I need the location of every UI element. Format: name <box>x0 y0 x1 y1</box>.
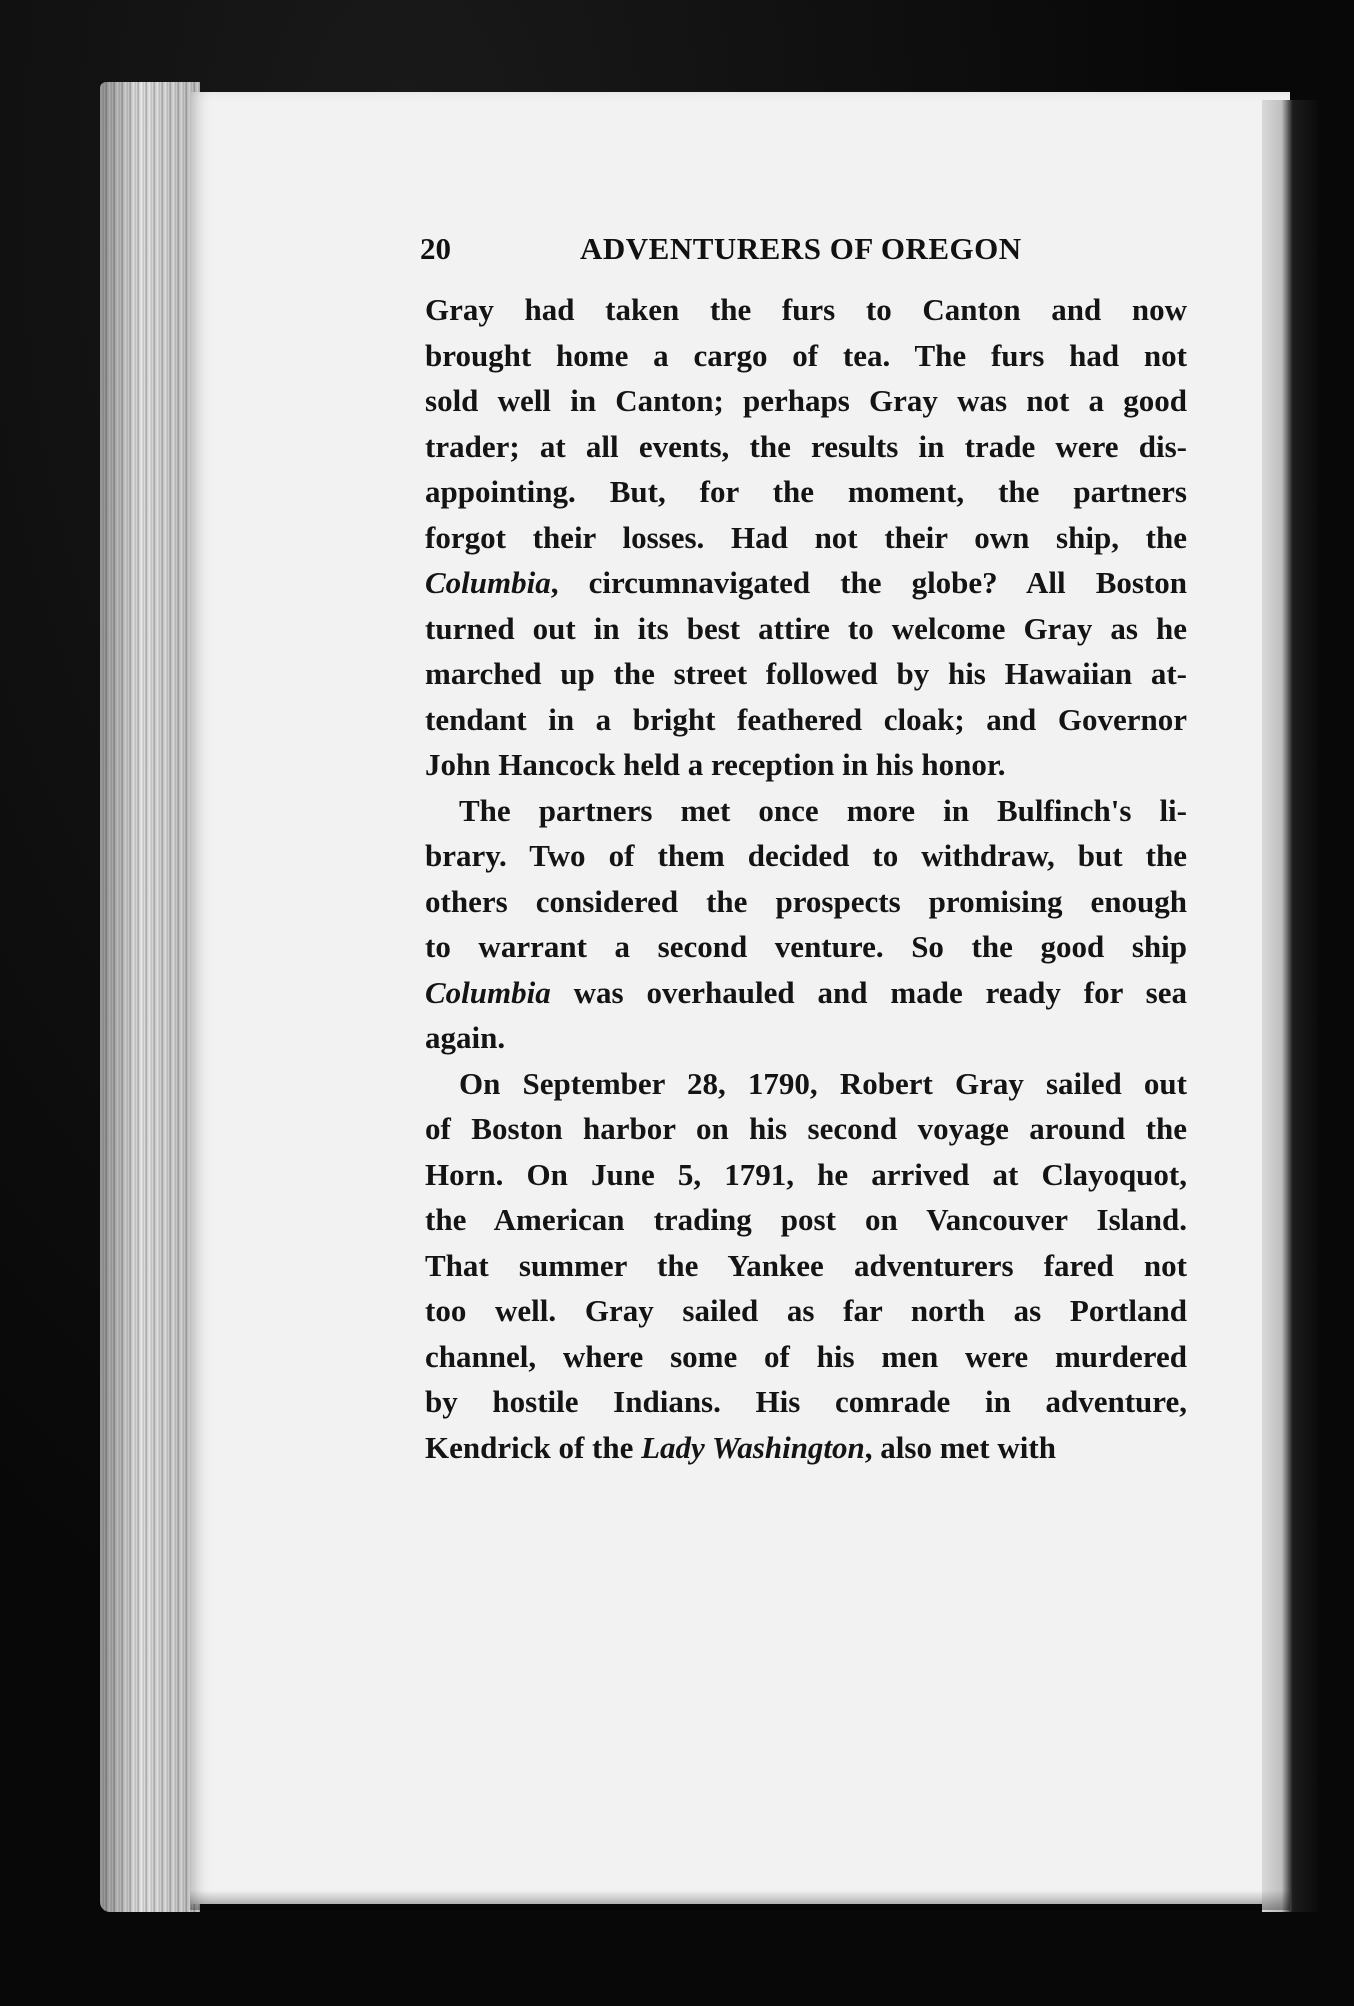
text-line: John Hancock held a reception in his honor. <box>425 747 1006 782</box>
text-line: others considered the prospects promising enough <box>425 883 1187 919</box>
text-line: the American trading post on Vancouver Island. <box>425 1202 1187 1237</box>
text-line: That summer the Yankee adventurers fared not <box>425 1247 1187 1283</box>
italic-title: Columbia <box>425 565 551 600</box>
body-text <box>425 287 1187 1470</box>
text-line: The partners met once more in Bulfinch's li- <box>459 792 1187 828</box>
text-line: Columbia, circumnavigated the globe? All Boston <box>425 565 1187 600</box>
page-edges-shadow <box>100 82 200 1912</box>
text-line: channel, where some of his men were murdered <box>425 1338 1187 1374</box>
text-line: again. <box>425 1020 506 1055</box>
paragraph <box>425 287 1187 788</box>
text-line: of Boston harbor on his second voyage around the <box>425 1111 1187 1146</box>
text-line: by hostile Indians. His comrade in adventure, <box>425 1384 1187 1419</box>
page-number: 20 <box>420 231 451 266</box>
text-line: brought home a cargo of tea. The furs had not <box>425 337 1187 373</box>
text-line: to warrant a second venture. So the good ship <box>425 929 1187 964</box>
book-binding-edge <box>1262 100 1318 1912</box>
text-line: trader; at all events, the results in trade were dis- <box>425 428 1187 464</box>
text-line: too well. Gray sailed as far north as Portland <box>425 1293 1187 1328</box>
text-line: tendant in a bright feathered cloak; and Governor <box>425 701 1187 737</box>
paragraph <box>425 1061 1187 1471</box>
italic-title: Lady Washington <box>641 1429 865 1465</box>
italic-title: Columbia <box>425 974 551 1010</box>
text-line: Kendrick of the Lady Washington, also met with <box>425 1429 1056 1465</box>
text-line: Columbia was overhauled and made ready for sea <box>425 974 1187 1010</box>
running-head: ADVENTURERS OF OREGON <box>580 231 1022 266</box>
text-line: turned out in its best attire to welcome Gray as he <box>425 610 1187 646</box>
text-line: marched up the street followed by his Hawaiian at- <box>425 656 1187 691</box>
text-line: Horn. On June 5, 1791, he arrived at Clayoquot, <box>425 1156 1187 1192</box>
text-line: brary. Two of them decided to withdraw, but the <box>425 838 1187 873</box>
text-line: On September 28, 1790, Robert Gray sailed out <box>459 1065 1187 1101</box>
paragraph <box>425 788 1187 1061</box>
page-bottom-shadow <box>190 1890 1290 1910</box>
text-line: Gray had taken the furs to Canton and now <box>425 292 1187 327</box>
text-line: forgot their losses. Had not their own ship, the <box>425 519 1187 555</box>
text-line: appointing. But, for the moment, the partners <box>425 474 1187 509</box>
text-line: sold well in Canton; perhaps Gray was not a good <box>425 383 1187 418</box>
page-header <box>420 231 1180 275</box>
